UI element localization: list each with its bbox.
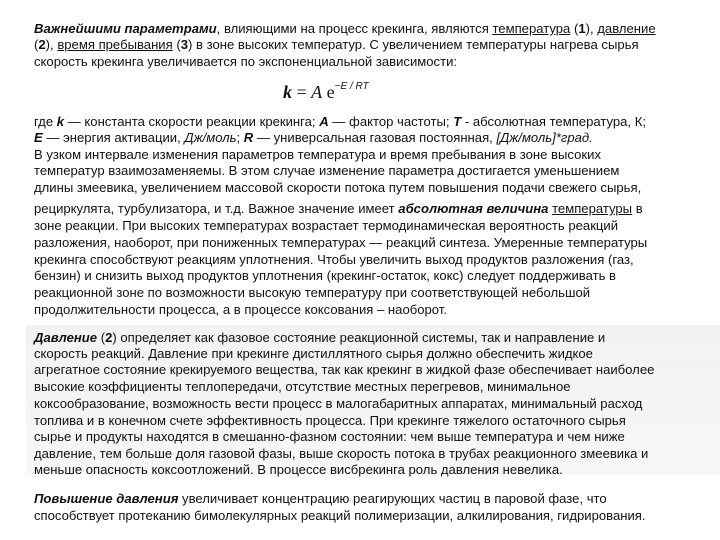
p2-line-8: разложения, наоборот, при пониженных температурах — реакций синтеза. Умеренные температуры [34,235,648,250]
link-pressure[interactable]: давление [597,21,656,36]
p2-line-4: температур взаимозаменяемы. В этом случае изменение параметра достигается уменьшением [34,163,620,178]
link-residence-time[interactable]: время пребывания [57,37,173,52]
p4-line-2: способствует протеканию бимолекулярных реакций полимеризации, алкилирования, гидрирования. [34,508,646,523]
p1-line-1: Важнейшими параметрами, влияющими на процесс крекинга, являются температура (1), давление [34,21,656,36]
p2-line-5: длины змеевика, увеличением массовой скорости потока путем повышения подачи свежего сырья, [34,180,642,195]
p2-line-1: где k — константа скорости реакции крекинга; A — фактор частоты; T - абсолютная температура, К; [34,114,647,129]
p4-line-1: Повышение давления увеличивает концентрацию реагирующих частиц в паровой фазе, что [34,491,607,506]
term-pressure-increase: Повышение давления [34,491,179,506]
p3-line-4: высокие коэффициенты теплопередачи, отсутствие местных перегревов, минимальное [34,379,571,394]
p3-line-1: Давление (2) определяет как фазовое состояние реакционной системы, так и направление и [34,330,606,345]
p3-line-9: меньше опасность коксоотложений. В процессе висбрекинга роль давления невелика. [34,462,563,477]
term-absolute-value: абсолютная величина [398,201,549,216]
term-key-parameters: Важнейшими параметрами [34,21,217,36]
arrhenius-formula: k = A $e^{-E / RT}$ [283,81,369,102]
p2-line-7: зоне реакции. При высоких температурах возрастает термодинамическая вероятность реакций [34,218,619,233]
link-temperature[interactable]: температура [492,21,571,36]
p2-line-12: продолжительности процесса, а в процессе коксования – наоборот. [34,302,447,317]
p2-line-2: E — энергия активации, Дж/моль; R — универсальная газовая постоянная, [Дж/моль]*град. [34,130,593,145]
p3-line-6: топлива и в конечном счете эффективность процесса. При крекинге тяжелого остаточного сырья [34,413,626,428]
p2-line-3: В узком интервале изменения параметров температура и время пребывания в зоне высоких [34,147,601,162]
p3-line-8: давление, тем больше доля газовой фазы, выше скорость потока в трубах реакционного змеевика и [34,446,649,461]
p1-line-3: скорость крекинга увеличивается по экспоненциальной зависимости: [34,54,458,69]
p2-line-6: рециркулята, турбулизатора, и т.д. Важное значение имеет абсолютная величина температуры в [34,201,643,216]
p1-line-2: (2), время пребывания (3) в зоне высоких температур. С увеличением температуры нагрева сырья [34,37,639,52]
p2-line-9: крекинга способствуют реакциям уплотнения. Чтобы увеличить выход продуктов разложения (газ, [34,252,634,267]
link-temperature-2[interactable]: температуры [552,201,633,216]
p3-line-7: сырье и продукты находятся в смешанно-фазном состоянии: чем выше температура и чем ниже [34,429,625,444]
p2-line-11: реакционной зоне по возможности высокую температуру при соответствующей небольшой [34,285,591,300]
p3-line-3: агрегатное состояние крекируемого вещества, так как крекинг в жидкой фазе обеспечивает наиболее [34,362,655,377]
term-pressure: Давление [34,330,98,345]
p3-line-5: коксообразование, возможность вести процесс в малогабаритных аппаратах, минимальный расход [34,396,643,411]
p3-line-2: скорость реакций. Давление при крекинге дистиллятного сырья должно обеспечить жидкое [34,346,593,361]
p2-line-10: бензин) и снизить выход продуктов уплотнения (крекинг-остаток, кокс) следует поддерживать в [34,268,616,283]
